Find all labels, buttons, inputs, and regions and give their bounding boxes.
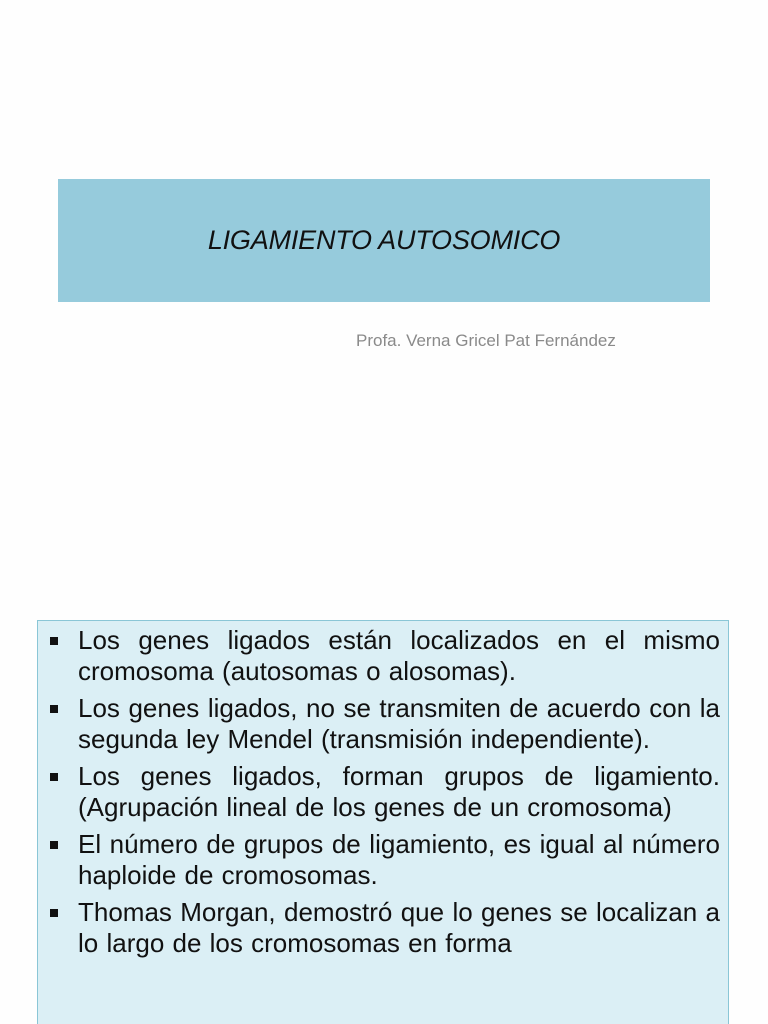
square-bullet-icon (50, 637, 58, 645)
bullet-text: Thomas Morgan, demostró que lo genes se localizan a lo largo de los cromosomas en forma (78, 897, 720, 958)
bullet-text: Los genes ligados, forman grupos de ligamiento. (Agrupación lineal de los genes de un cromosoma) (78, 761, 720, 822)
bullet-list (38, 621, 728, 959)
square-bullet-icon (50, 705, 58, 713)
list-item (48, 829, 720, 891)
bullet-text: Los genes ligados, no se transmiten de acuerdo con la segunda ley Mendel (transmisión independiente). (78, 693, 720, 754)
list-item (48, 693, 720, 755)
list-item (48, 625, 720, 687)
title-box (58, 179, 710, 302)
square-bullet-icon (50, 773, 58, 781)
bullet-text: El número de grupos de ligamiento, es igual al número haploide de cromosomas. (78, 829, 720, 890)
list-item (48, 761, 720, 823)
bullet-content-box (37, 620, 729, 1024)
square-bullet-icon (50, 841, 58, 849)
slide-title: LIGAMIENTO AUTOSOMICO (207, 225, 561, 255)
author-subtitle: Profa. Verna Gricel Pat Fernández (356, 331, 616, 350)
bullet-text: Los genes ligados están localizados en el mismo cromosoma (autosomas o alosomas). (78, 625, 720, 686)
list-item (48, 897, 720, 959)
square-bullet-icon (50, 909, 58, 917)
